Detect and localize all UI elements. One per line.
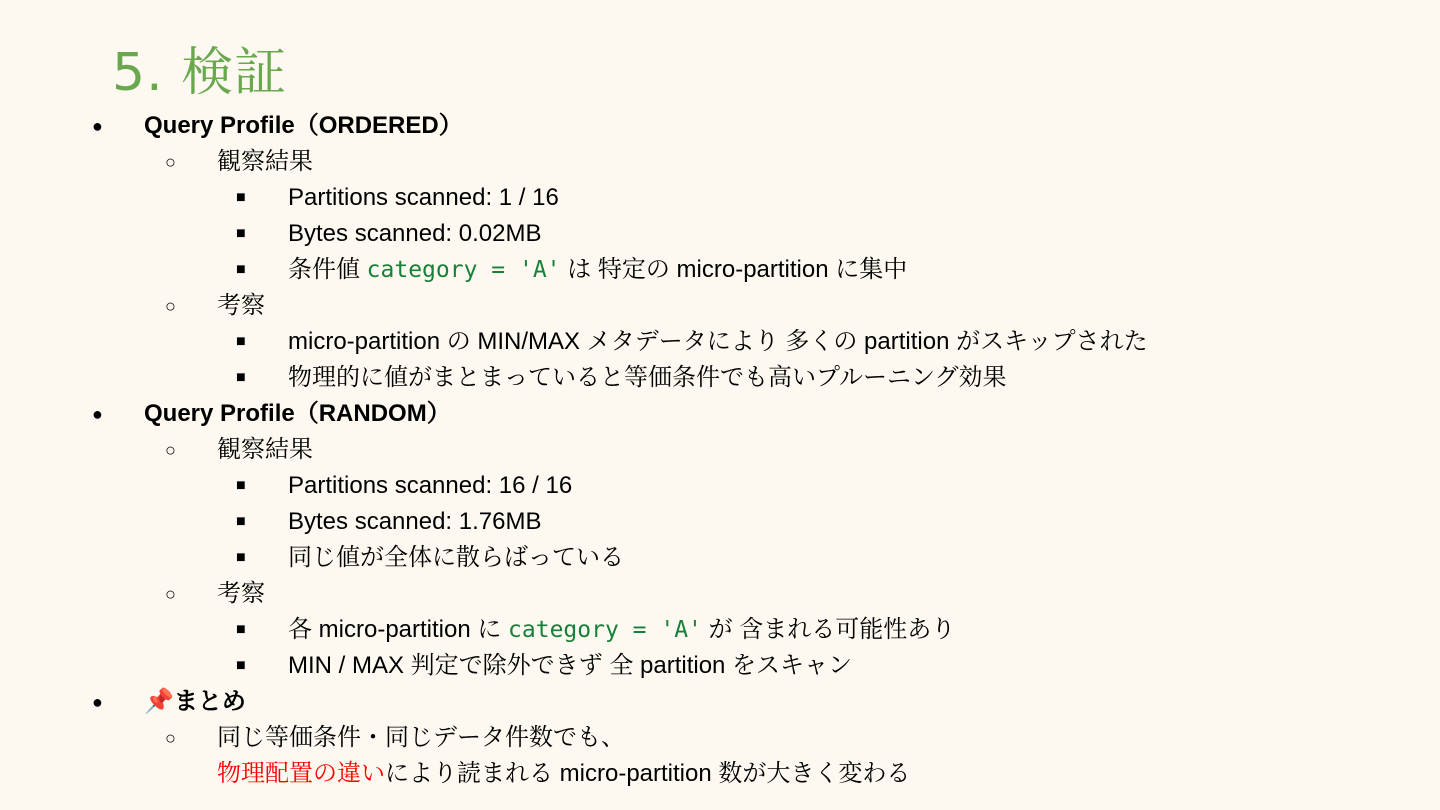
ordered-observation-label: 観察結果: [217, 148, 313, 175]
text-segment: が 含まれる可能性あり: [701, 616, 956, 643]
ordered-obs-condition: [288, 252, 907, 288]
bullet-disc-icon: ●: [92, 404, 103, 424]
bullet-square-icon: ■: [236, 333, 246, 350]
list-item: [0, 360, 1440, 396]
bullet-circle-icon: ○: [165, 152, 176, 172]
list-item: [0, 324, 1440, 360]
random-obs-scattered: 同じ値が全体に散らばっている: [288, 544, 624, 571]
list-item: [0, 684, 1440, 720]
bullet-square-icon: ■: [236, 621, 246, 638]
list-item: [0, 648, 1440, 684]
random-observation-label: 観察結果: [217, 436, 313, 463]
ordered-obs-bytes: Bytes scanned: 0.02MB: [288, 220, 542, 247]
ordered-consideration-label: 考察: [217, 292, 265, 319]
slide-title: 5. 検証: [112, 43, 288, 103]
text-segment: により読まれる micro-partition 数が大きく変わる: [385, 760, 911, 787]
list-item: [0, 432, 1440, 468]
list-item: [0, 144, 1440, 180]
ordered-heading: Query Profile（ORDERED）: [144, 112, 463, 139]
bullet-square-icon: ■: [236, 477, 246, 494]
list-item: [0, 720, 1440, 756]
list-item: [0, 468, 1440, 504]
list-item: [0, 108, 1440, 144]
bullet-circle-icon: ○: [165, 584, 176, 604]
bullet-disc-icon: ●: [92, 692, 103, 712]
random-con-contains: [288, 612, 955, 648]
bullet-circle-icon: ○: [165, 440, 176, 460]
bullet-square-icon: ■: [236, 369, 246, 386]
list-item: [0, 180, 1440, 216]
bullet-square-icon: ■: [236, 189, 246, 206]
bullet-square-icon: ■: [236, 261, 246, 278]
ordered-obs-partitions: Partitions scanned: 1 / 16: [288, 184, 559, 211]
summary-line-1: 同じ等価条件・同じデータ件数でも、: [217, 724, 625, 751]
random-con-fullscan: MIN / MAX 判定で除外できず 全 partition をスキャン: [288, 652, 853, 679]
text-segment: 各 micro-partition に: [288, 616, 509, 643]
random-consideration-label: 考察: [217, 580, 265, 607]
bullet-square-icon: ■: [236, 657, 246, 674]
list-item: [0, 504, 1440, 540]
list-item: [0, 612, 1440, 648]
highlight-text: 物理配置の違い: [217, 760, 385, 787]
list-item: [0, 252, 1440, 288]
text-segment: は 特定の micro-partition に集中: [560, 256, 908, 283]
code-snippet: category = 'A': [508, 617, 702, 643]
bullet-circle-icon: ○: [165, 296, 176, 316]
list-item: [0, 540, 1440, 576]
list-item: [0, 288, 1440, 324]
bullet-square-icon: ■: [236, 513, 246, 530]
bullet-circle-icon: ○: [165, 728, 176, 748]
bullet-square-icon: ■: [236, 549, 246, 566]
bullet-square-icon: ■: [236, 225, 246, 242]
random-obs-bytes: Bytes scanned: 1.76MB: [288, 508, 542, 535]
summary-heading: 📌まとめ: [144, 688, 246, 715]
list-item-continuation: [0, 756, 1440, 792]
list-item: [0, 576, 1440, 612]
ordered-con-pruning: 物理的に値がまとまっていると等価条件でも高いプルーニング効果: [288, 364, 1007, 391]
random-obs-partitions: Partitions scanned: 16 / 16: [288, 472, 573, 499]
code-snippet: category = 'A': [366, 257, 561, 283]
random-heading: Query Profile（RANDOM）: [144, 400, 451, 427]
list-item: [0, 396, 1440, 432]
list-item: [0, 216, 1440, 252]
slide-body: [0, 108, 1440, 792]
summary-line-2: [217, 756, 910, 792]
bullet-disc-icon: ●: [92, 116, 103, 136]
ordered-con-skip: micro-partition の MIN/MAX メタデータにより 多くの partition がスキップされた: [288, 328, 1148, 355]
text-segment: 条件値: [288, 256, 367, 283]
